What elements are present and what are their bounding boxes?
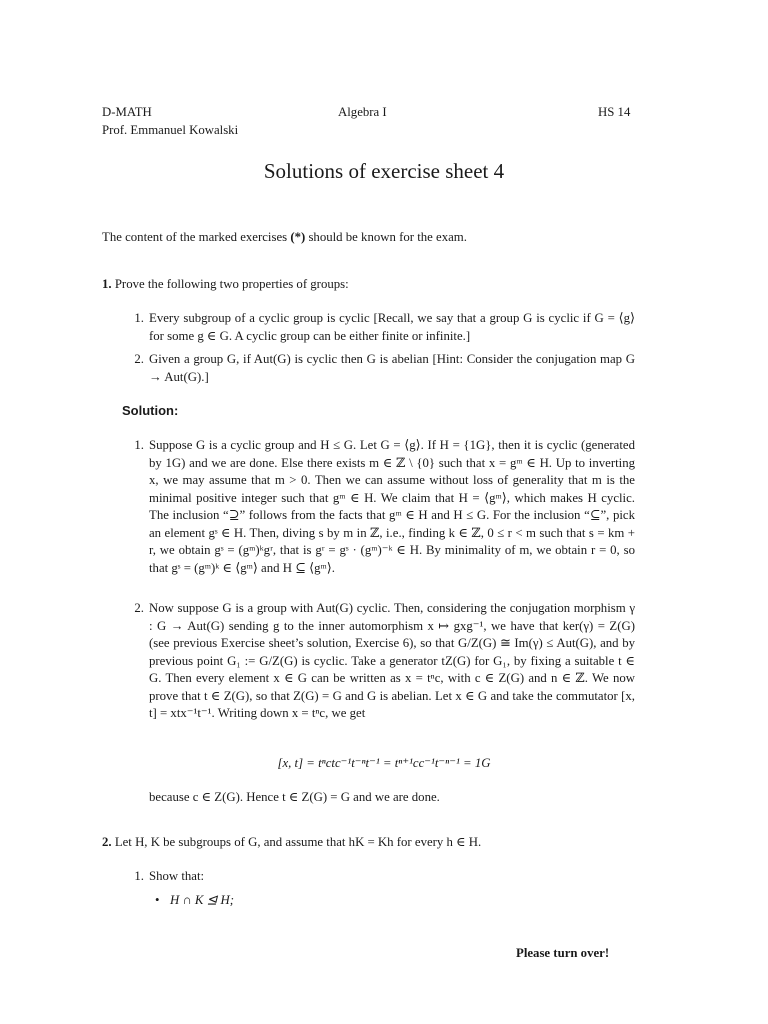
solution-number: 1. bbox=[134, 438, 144, 452]
exercise-2-prompt: Let H, K be subgroups of G, and assume that hK = Kh for every h ∈ H. bbox=[114, 835, 482, 849]
header-semester: HS 14 bbox=[598, 105, 631, 119]
item-number: 2. bbox=[134, 352, 144, 366]
intro-paragraph bbox=[102, 229, 638, 247]
page-title: Solutions of exercise sheet 4 bbox=[263, 159, 505, 183]
item-number: 1. bbox=[134, 311, 144, 325]
exercise-1-prompt: Prove the following two properties of groups: bbox=[114, 277, 349, 291]
solution-text: Suppose G is a cyclic group and H ≤ G. Let G = ⟨g⟩. If H = {1G}, then it is cyclic (generated by 1G) and we are done. Else there exists m ∈ ℤ \ {0} such that x = gᵐ ∈ H. Up to inverting x, we may assume that m > 0. Then we can assume without loss of generality that m is the minimal positive integer such that gᵐ ∈ H. We claim that H = ⟨gᵐ⟩, which makes H cyclic. The inclusion “⊇” follows from the facts that gᵐ ∈ H and H ≤ G. For the inclusion “⊆”, pick an element gˢ ∈ H. Then, diving s by m in ℤ, i.e., finding k ∈ ℤ, 0 ≤ r < m such that s = km + r, we obtain gˢ = (gᵐ)ᵏgʳ, that is gʳ = gˢ · (gᵐ)⁻ᵏ ∈ H. By minimality of m, we obtain r = 0, so that gˢ = (gᵐ)ᵏ ∈ ⟨gᵐ⟩ and H ⊆ ⟨gᵐ⟩. bbox=[149, 438, 635, 575]
item-text: Show that: bbox=[149, 869, 205, 883]
header-course: Algebra I bbox=[338, 105, 387, 119]
exercise-2-heading bbox=[102, 834, 481, 852]
header-department: D-MATH bbox=[102, 105, 152, 119]
solution-label: Solution: bbox=[122, 403, 179, 418]
exercise-1-heading bbox=[102, 276, 349, 294]
exercise-2-number: 2. bbox=[102, 835, 112, 849]
page-footer-note: Please turn over! bbox=[516, 946, 610, 960]
exam-marker: (*) bbox=[290, 230, 306, 244]
exercise-1-number: 1. bbox=[102, 277, 112, 291]
item-text: Every subgroup of a cyclic group is cyclic [Recall, we say that a group G is cyclic if G = ⟨g⟩ for some g ∈ G. A cyclic group can be either finite or infinite.] bbox=[149, 311, 635, 343]
intro-text-after: should be known for the exam. bbox=[305, 230, 467, 244]
solution-number: 2. bbox=[134, 601, 144, 615]
bullet-text: H ∩ K ⊴ H; bbox=[170, 893, 235, 907]
intro-text-before: The content of the marked exercises bbox=[102, 230, 291, 244]
bullet-marker: • bbox=[155, 893, 160, 907]
solution-text: Now suppose G is a group with Aut(G) cyclic. Then, considering the conjugation morphism γ : G → Aut(G) sending g to the inner automorphism x ↦ gxg⁻¹, we have that ker(γ) = Z(G) (see previous Exercise sheet’s solution, Exercise 6), so that G/Z(G) ≅ Im(γ) ≤ Aut(G), and by previous point G₁ := G/Z(G) is cyclic. Take a generator tZ(G) for G₁, by fixing a suitable t ∈ G. Then every element x ∈ G can be written as x = tⁿc, with c ∈ Z(G) and n ∈ ℤ. We now prove that t ∈ Z(G), so that Z(G) = G and G is abelian. Let x ∈ G and take the commutator [x, t] = xtx⁻¹t⁻¹. Writing down x = tⁿc, we get bbox=[149, 601, 635, 720]
solution-2-conclusion: because c ∈ Z(G). Hence t ∈ Z(G) = G and we are done. bbox=[149, 790, 440, 804]
item-text: Given a group G, if Aut(G) is cyclic then G is abelian [Hint: Consider the conjugation map G → Aut(G).] bbox=[149, 352, 635, 384]
header-professor: Prof. Emmanuel Kowalski bbox=[102, 123, 239, 137]
item-number: 1. bbox=[134, 869, 144, 883]
commutator-formula: [x, t] = tⁿctc⁻¹t⁻ⁿt⁻¹ = tⁿ⁺¹cc⁻¹t⁻ⁿ⁻¹ = 1G bbox=[277, 756, 491, 770]
